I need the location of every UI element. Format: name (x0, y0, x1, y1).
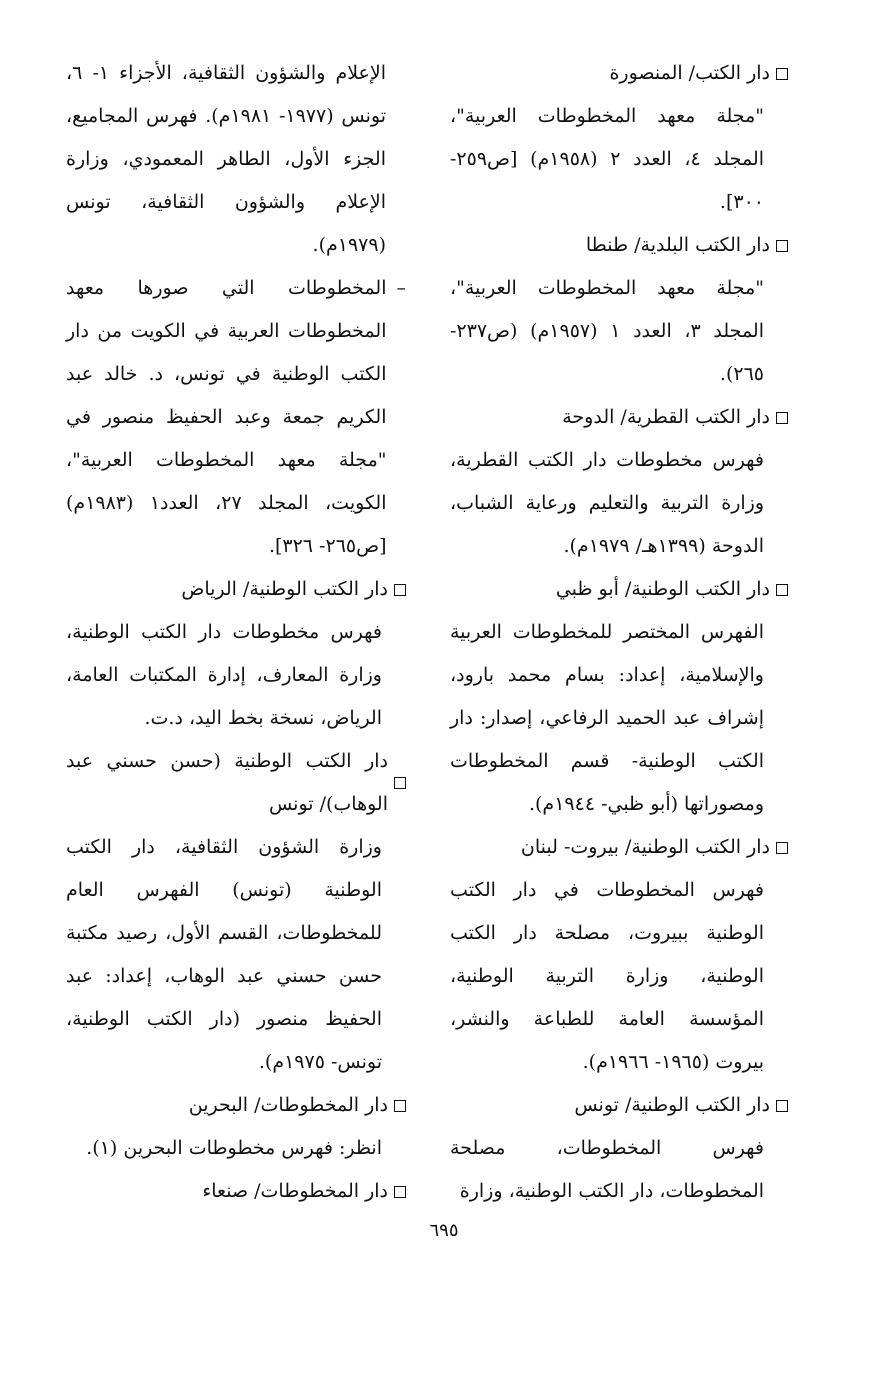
catalog-heading-text: دار المخطوطات/ صنعاء (202, 1180, 388, 1202)
dash-marker: – (396, 277, 406, 299)
catalog-description: الفهرس المختصر للمخطوطات العربية والإسلامية، إعداد: بسام محمد بارود، إشراف عبد الحميد الرفاعي، إصدار: دار الكتب الوطنية- قسم المخطوطات ومصوراتها (أبو ظبي- ١٩٤٤م). (450, 621, 764, 815)
catalog-description: وزارة الشؤون الثقافية، دار الكتب الوطنية (تونس) الفهرس العام للمخطوطات، القسم الأول، رصيد مكتبة حسن حسني عبد الوهاب، إعداد: عبد الحفيظ منصور (دار الكتب الوطنية، تونس- ١٩٧٥م). (66, 836, 382, 1073)
catalog-heading-text: دار الكتب/ المنصورة (609, 62, 770, 84)
catalog-heading-text: دار الكتب الوطنية/ بيروت- لبنان (520, 836, 770, 858)
catalog-heading (450, 1084, 788, 1127)
catalog-description: "مجلة معهد المخطوطات العربية"، المجلد ٤، العدد ٢ (١٩٥٨م) [ص٢٥٩- ٣٠٠]. (450, 105, 764, 213)
catalog-description: فهرس مخطوطات دار الكتب القطرية، وزارة التربية والتعليم ورعاية الشباب، الدوحة (١٣٩٩هـ/ ١٩٧٩م). (450, 449, 764, 557)
catalog-heading (450, 826, 788, 869)
right-column (450, 52, 788, 1213)
catalog-heading (66, 568, 406, 611)
dash-list-text: المخطوطات التي صورها معهد المخطوطات العربية في الكويت من دار الكتب الوطنية في تونس، د. خالد عبد الكريم جمعة وعبد الحفيظ منصور في "مجلة معهد المخطوطات العربية"، الكويت، المجلد ٢٧، العدد١ (١٩٨٣م) [ص٢٦٥- ٣٢٦]. (66, 277, 387, 557)
catalog-heading-text: دار الكتب الوطنية (حسن حسني عبد الوهاب)/ تونس (66, 750, 388, 815)
dash-list-item (66, 267, 406, 568)
left-column (66, 52, 406, 1213)
catalog-heading (450, 396, 788, 439)
checkbox-square-icon (394, 1100, 406, 1112)
checkbox-square-icon (776, 1100, 788, 1112)
checkbox-square-icon (776, 240, 788, 252)
catalog-description: "مجلة معهد المخطوطات العربية"، المجلد ٣، العدد ١ (١٩٥٧م) (ص٢٣٧- ٢٦٥). (450, 277, 764, 385)
catalog-heading-text: دار المخطوطات/ البحرين (188, 1094, 388, 1116)
catalog-description: فهرس المخطوطات في دار الكتب الوطنية ببيروت، مصلحة دار الكتب الوطنية، وزارة التربية الوطنية، المؤسسة العامة للطباعة والنشر، بيروت (١٩٦٥- ١٩٦٦م). (450, 879, 764, 1073)
catalog-heading-text: دار الكتب الوطنية/ أبو ظبي (555, 578, 770, 600)
catalog-heading (66, 1170, 406, 1213)
catalog-description: فهرس مخطوطات دار الكتب الوطنية، وزارة المعارف، إدارة المكتبات العامة، الرياض، نسخة بخط اليد، د.ت. (66, 621, 382, 729)
catalog-heading (450, 568, 788, 611)
checkbox-square-icon (776, 842, 788, 854)
catalog-heading-text: دار الكتب الوطنية/ الرياض (181, 578, 388, 600)
catalog-description: فهرس المخطوطات، مصلحة المخطوطات، دار الكتب الوطنية، وزارة (450, 1137, 764, 1202)
checkbox-square-icon (776, 412, 788, 424)
checkbox-square-icon (394, 1186, 406, 1198)
page-number: ٦٩٥ (429, 1220, 459, 1241)
checkbox-square-icon (776, 68, 788, 80)
checkbox-square-icon (394, 584, 406, 596)
catalog-heading (66, 740, 406, 826)
checkbox-square-icon (394, 777, 406, 789)
catalog-heading-text: دار الكتب البلدية/ طنطا (585, 234, 770, 256)
catalog-description: انظر: فهرس مخطوطات البحرين (١). (86, 1137, 382, 1159)
catalog-heading-text: دار الكتب القطرية/ الدوحة (562, 406, 770, 428)
catalog-heading-text: دار الكتب الوطنية/ تونس (574, 1094, 770, 1116)
catalog-heading (450, 224, 788, 267)
catalog-heading (66, 1084, 406, 1127)
catalog-heading (450, 52, 788, 95)
catalog-description: الإعلام والشؤون الثقافية، الأجزاء ١- ٦، تونس (١٩٧٧- ١٩٨١م). فهرس المجاميع، الجزء الأول، الطاهر المعمودي، وزارة الإعلام والشؤون الثقافية، تونس (١٩٧٩م). (66, 62, 386, 256)
checkbox-square-icon (776, 584, 788, 596)
